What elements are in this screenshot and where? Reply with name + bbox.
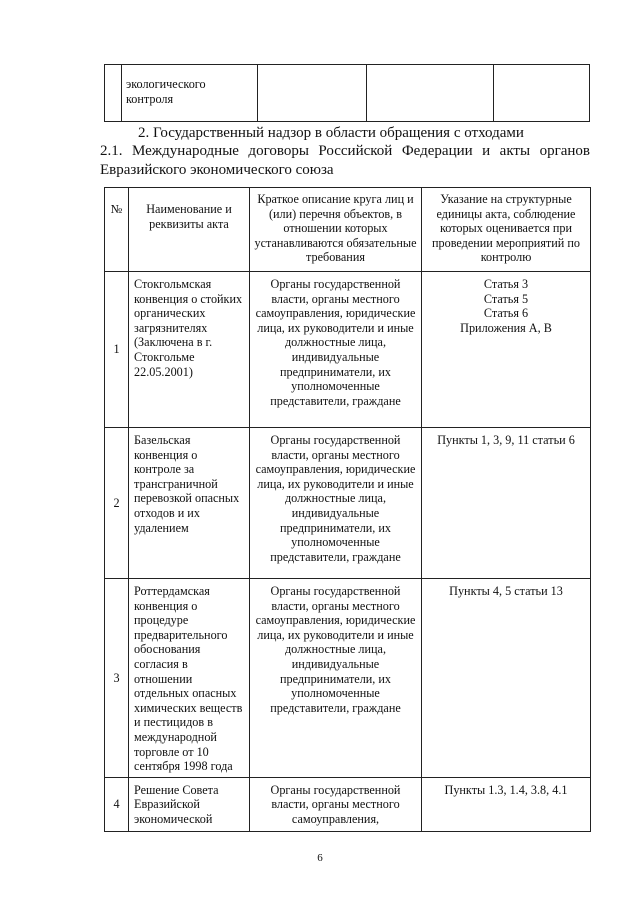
act-name: Решение Совета Евразийской экономической <box>129 777 250 831</box>
page-number: 6 <box>317 852 323 864</box>
table-cell <box>105 65 122 122</box>
table-cell <box>122 65 258 122</box>
table-row <box>105 579 591 778</box>
section-heading: 2. Государственный надзор в области обращения с отходами <box>138 125 524 141</box>
act-name: Роттердамская конвенция о процедуре предварительного обоснования согласия в отношении отдельных опасных химических веществ и пестицидов в международной торговле от 10 сентября 1998 года <box>129 579 250 778</box>
column-header-units: Указание на структурные единицы акта, соблюдение которых оценивается при проведении мероприятий по контролю <box>422 188 591 272</box>
table-header-row <box>105 188 591 272</box>
table-cell <box>258 65 367 122</box>
row-number: 1 <box>105 272 129 428</box>
table-cell <box>494 65 590 122</box>
section-subheading: 2.1. Международные договоры Российской Федерации и акты органов Евразийского экономического союза <box>100 143 590 178</box>
persons-description: Органы государственной власти, органы местного самоуправления, юридические лица, их руководители и иные должностные лица, индивидуальные предприниматели, их уполномоченные представители, граждане <box>250 579 422 778</box>
persons-description: Органы государственной власти, органы местного самоуправления, <box>250 777 422 831</box>
structural-units: Пункты 1.3, 1.4, 3.8, 4.1 <box>422 777 591 831</box>
cell-text: экологического контроля <box>126 77 206 106</box>
column-header-number: № <box>105 188 129 272</box>
table-row <box>105 777 591 831</box>
table-row <box>105 272 591 428</box>
acts-table <box>104 187 591 832</box>
row-number: 2 <box>105 428 129 579</box>
continuation-table <box>104 64 590 122</box>
row-number: 4 <box>105 777 129 831</box>
row-number: 3 <box>105 579 129 778</box>
column-header-act: Наименование и реквизиты акта <box>129 188 250 272</box>
persons-description: Органы государственной власти, органы местного самоуправления, юридические лица, их руководители и иные должностные лица, индивидуальные предприниматели, их уполномоченные представители, граждане <box>250 272 422 428</box>
structural-units: Пункты 1, 3, 9, 11 статьи 6 <box>422 428 591 579</box>
structural-units: Пункты 4, 5 статьи 13 <box>422 579 591 778</box>
act-name: Базельская конвенция о контроле за трансграничной перевозкой опасных отходов и их удалением <box>129 428 250 579</box>
act-name: Стокгольмская конвенция о стойких органических загрязнителях (Заключена в г. Стокгольме 22.05.2001) <box>129 272 250 428</box>
column-header-description: Краткое описание круга лиц и (или) перечня объектов, в отношении которых устанавливаются обязательные требования <box>250 188 422 272</box>
table-row <box>105 65 590 122</box>
table-cell <box>367 65 494 122</box>
persons-description: Органы государственной власти, органы местного самоуправления, юридические лица, их руководители и иные должностные лица, индивидуальные предприниматели, их уполномоченные представители, граждане <box>250 428 422 579</box>
structural-units: Статья 3 Статья 5 Статья 6 Приложения А, В <box>422 272 591 428</box>
table-row <box>105 428 591 579</box>
